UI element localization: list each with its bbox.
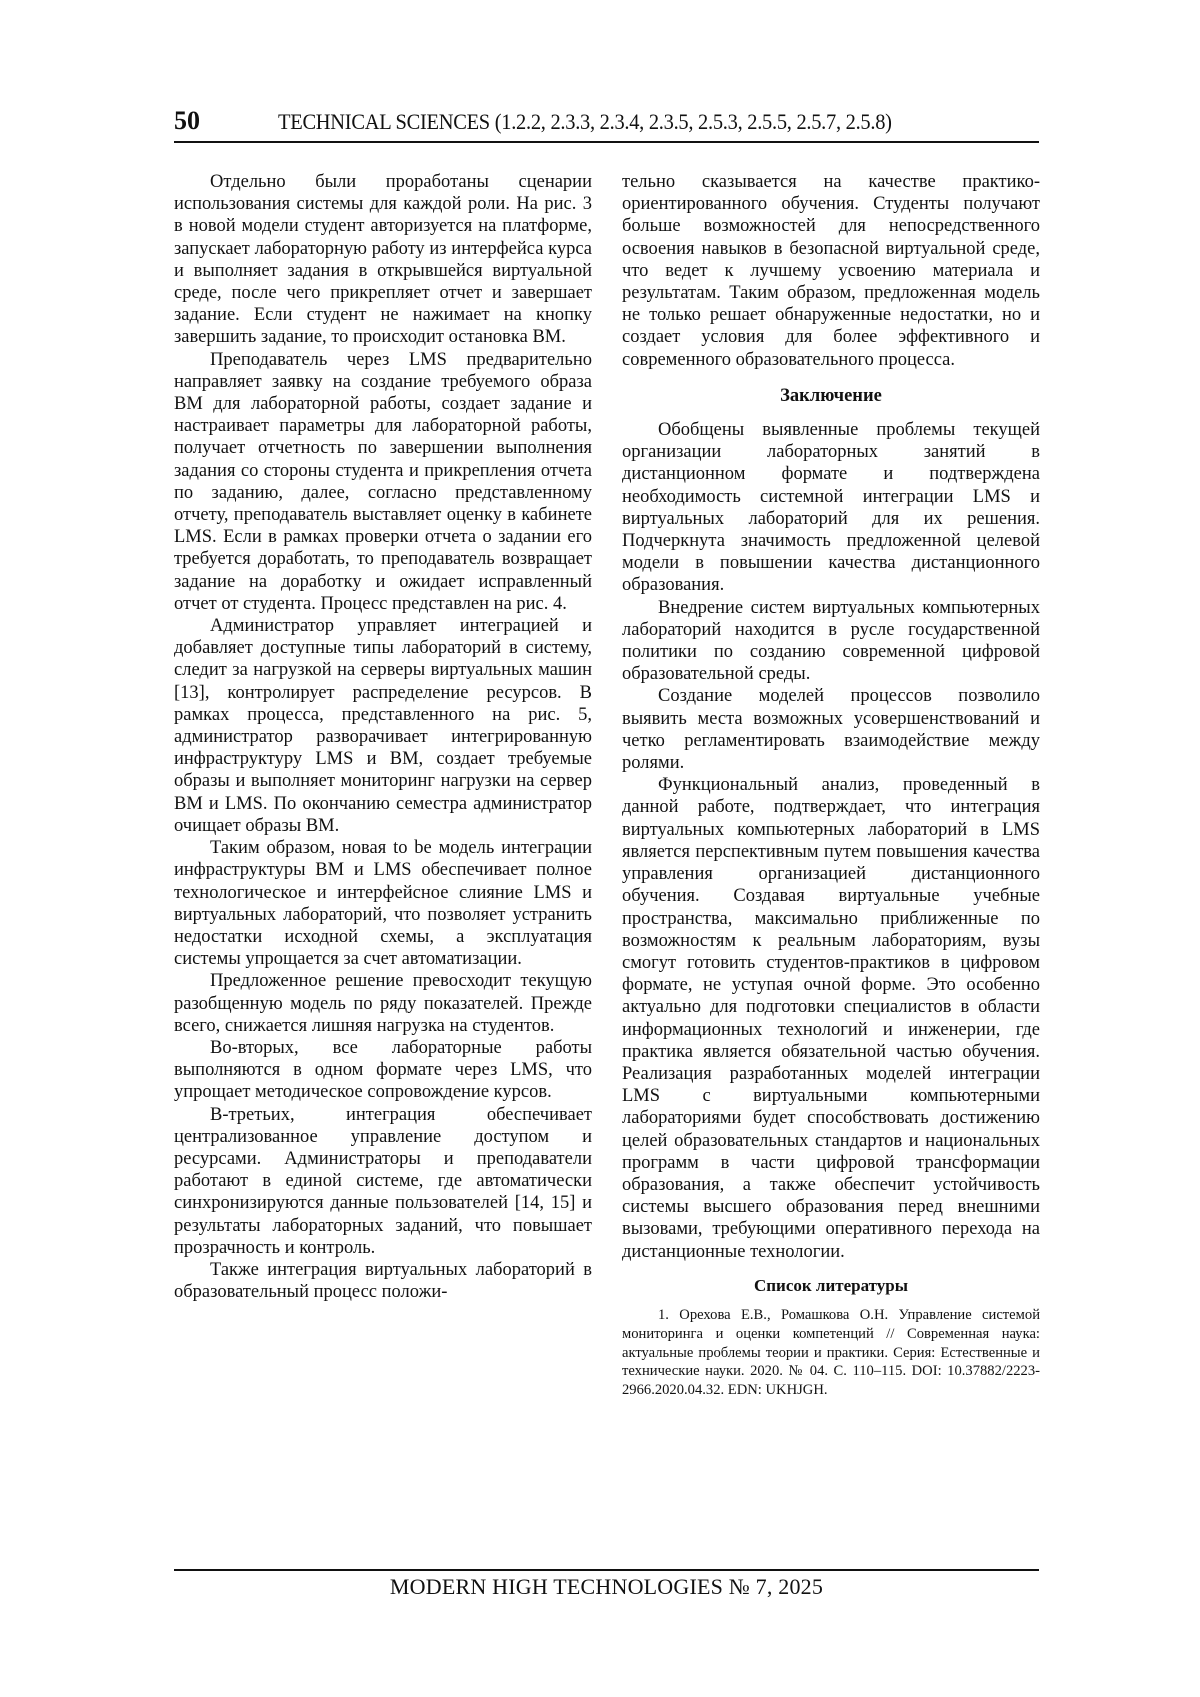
right-column <box>622 171 1040 1400</box>
body-paragraph: Во-вторых, все лабораторные работы выполняются в одном формате через LMS, что упрощает методическое сопровождение курсов. <box>174 1037 592 1103</box>
body-paragraph: Отдельно были проработаны сценарии использования системы для каждой роли. На рис. 3 в новой модели студент авторизуется на платформе, запускает лабораторную работу из интерфейса курса и выполняет задания в открывшейся виртуальной среде, после чего прикрепляет отчет и завершает задание. Если студент не нажимает на кнопку завершить задание, то происходит остановка ВМ. <box>174 172 592 348</box>
conclusion-paragraph: Создание моделей процессов позволило выявить места возможных усовершенствований и четко регламентировать взаимодействие между ролями. <box>622 686 1040 774</box>
page-header <box>174 106 1039 142</box>
body-paragraph: Администратор управляет интеграцией и добавляет доступные типы лабораторий в систему, следит за нагрузкой на серверы виртуальных машин [13], контролирует распределение ресурсов. В рамках процесса, представленного на рис. 5, администратор разворачивает интегрированную инфраструктуру LMS и ВМ, создает требуемые образы и выполняет мониторинг нагрузки на сервер ВМ и LMS. По окончанию семестра администратор очищает образы ВМ. <box>174 616 592 836</box>
left-column <box>174 171 592 1303</box>
reference-item: 1. Орехова Е.В., Ромашкова О.Н. Управление системой мониторинга и оценки компетенций // Современная наука: актуальные проблемы теории и практики. Серия: Естественные и технические науки. 2020. № 04. С. 110–115. DOI: 10.37882/2223-2966.2020.04.32. EDN: UKHJGH. <box>622 1306 1040 1399</box>
body-paragraph: Преподаватель через LMS предварительно направляет заявку на создание требуемого образа ВМ для лабораторной работы, создает задание и настраивает параметры для лабораторной работы, получает отчетность по завершении выполнения задания со стороны студента и прикрепления отчета по заданию, далее, согласно представленному отчету, преподаватель выставляет оценку в кабинете LMS. Если в рамках проверки отчета о задании его требуется доработать, то преподаватель возвращает задание на доработку и ожидает исправленный отчет от студента. Процесс представлен на рис. 4. <box>174 349 592 614</box>
journal-section-title: TECHNICAL SCIENCES (1.2.2, 2.3.3, 2.3.4, 2.3.5, 2.5.3, 2.5.5, 2.5.7, 2.5.8) <box>278 109 892 134</box>
body-paragraph: Также интеграция виртуальных лабораторий в образовательный процесс положи- <box>174 1259 592 1303</box>
conclusion-paragraph: Внедрение систем виртуальных компьютерных лабораторий находится в русле государственной политики по созданию современной цифровой образовательной среды. <box>622 597 1040 685</box>
conclusion-heading: Заключение <box>780 385 882 406</box>
body-paragraph: тельно сказывается на качестве практико-ориентированного обучения. Студенты получают больше возможностей для непосредственного освоения навыков в безопасной виртуальной среде, что ведет к лучшему усвоению материала и результатам. Таким образом, предложенная модель не только решает обнаруженные недостатки, но и создает условия для более эффективного и современного образовательного процесса. <box>622 172 1040 370</box>
body-paragraph: В-третьих, интеграция обеспечивает централизованное управление доступом и ресурсами. Администраторы и преподаватели работают в единой системе, где автоматически синхронизируются данные пользователей [14, 15] и результаты лабораторных заданий, что повышает прозрачность и контроль. <box>174 1104 592 1258</box>
page-footer: MODERN HIGH TECHNOLOGIES № 7, 2025 <box>389 1574 824 1599</box>
footer-divider <box>174 1569 1039 1571</box>
body-paragraph: Таким образом, новая to be модель интеграции инфраструктуры ВМ и LMS обеспечивает полное технологическое и интерфейсное слияние LMS и виртуальных лабораторий, что позволяет устранить недостатки исходной схемы, а эксплуатация системы упрощается за счет автоматизации. <box>174 838 592 970</box>
conclusion-paragraph: Обобщены выявленные проблемы текущей организации лабораторных занятий в дистанционном формате и подтверждена необходимость системной интеграции LMS и виртуальных лабораторий для их решения. Подчеркнута значимость предложенной целевой модели в повышении качества дистанционного образования. <box>622 420 1040 596</box>
page-number: 50 <box>174 106 200 135</box>
body-paragraph: Предложенное решение превосходит текущую разобщенную модель по ряду показателей. Прежде всего, снижается лишняя нагрузка на студентов. <box>174 971 592 1036</box>
conclusion-paragraph: Функциональный анализ, проведенный в данной работе, подтверждает, что интеграция виртуальных компьютерных лабораторий в LMS является перспективным путем повышения качества управления организацией дистанционного обучения. Создавая виртуальные учебные пространства, максимально приближенные по возможностям к реальным лабораториям, вузы смогут готовить студентов-практиков в цифровом формате, не уступая очной форме. Это особенно актуально для подготовки специалистов в области информационных технологий и инженерии, где практика является обязательной частью обучения. Реализация разработанных моделей интеграции LMS с виртуальными компьютерными лабораториями будет способствовать достижению целей образовательных стандартов и национальных программ в части цифровой трансформации образования, а также обеспечит устойчивость системы высшего образования перед внешними вызовами, требующими оперативного перехода на дистанционные технологии. <box>622 775 1040 1262</box>
references-heading: Список литературы <box>753 1275 909 1295</box>
header-divider <box>174 141 1039 143</box>
